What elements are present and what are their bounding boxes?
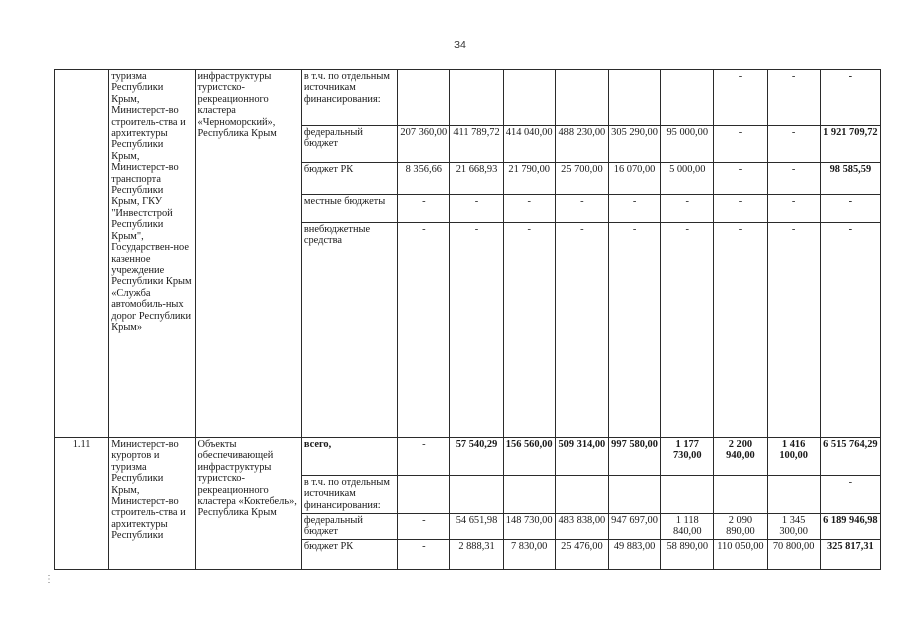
year-value-cell: 156 560,00 <box>503 438 555 476</box>
funding-source-cell: бюджет РК <box>301 539 397 569</box>
year-value-cell: - <box>661 223 714 438</box>
table-row <box>55 70 881 126</box>
year-value-cell: - <box>398 514 450 540</box>
funding-source-cell: всего, <box>301 438 397 476</box>
executor-cell: Министерст-во курортов и туризма Республики Крым, Министерст-во строитель-ства и архитектуры Республики <box>109 438 195 570</box>
year-value-cell: 70 800,00 <box>767 539 820 569</box>
year-value-cell: - <box>661 195 714 223</box>
year-value-cell: 49 883,00 <box>608 539 660 569</box>
year-value-cell: 1 345 300,00 <box>767 514 820 540</box>
year-value-cell: - <box>398 223 450 438</box>
year-value-cell: 110 050,00 <box>714 539 767 569</box>
year-value-cell: - <box>555 195 608 223</box>
year-value-cell: - <box>714 126 767 163</box>
year-value-cell <box>503 476 555 514</box>
year-value-cell: - <box>714 223 767 438</box>
year-value-cell <box>398 476 450 514</box>
year-value-cell: - <box>450 195 503 223</box>
year-value-cell: 1 177 730,00 <box>661 438 714 476</box>
year-value-cell: - <box>398 438 450 476</box>
executor-cell: туризма Республики Крым, Министерст-во строитель-ства и архитектуры Республики Крым, Министерст-во транспорта Республики Крым, ГКУ "Инвестстрой Республики Крым", Государствен-ное казенное учреждение Республики Крым «Служба автомобиль-ных дорог Республики Крым» <box>109 70 195 438</box>
object-cell: инфраструктуры туристско-рекреационного кластера «Черноморский», Республика Крым <box>195 70 301 438</box>
year-value-cell: 21 790,00 <box>503 163 555 195</box>
year-value-cell: - <box>767 70 820 126</box>
page-number: 34 <box>454 39 466 51</box>
table-row <box>55 438 881 476</box>
year-value-cell <box>714 476 767 514</box>
year-value-cell: - <box>767 195 820 223</box>
year-value-cell <box>450 476 503 514</box>
year-value-cell: 414 040,00 <box>503 126 555 163</box>
year-value-cell <box>398 70 450 126</box>
year-value-cell: 7 830,00 <box>503 539 555 569</box>
year-value-cell <box>503 70 555 126</box>
year-value-cell: - <box>767 126 820 163</box>
year-value-cell: 2 200 940,00 <box>714 438 767 476</box>
year-value-cell: 1 416 100,00 <box>767 438 820 476</box>
year-value-cell: 58 890,00 <box>661 539 714 569</box>
row-index-cell <box>55 70 109 438</box>
year-value-cell <box>555 476 608 514</box>
total-value-cell: 6 189 946,98 <box>820 514 880 540</box>
funding-source-cell: местные бюджеты <box>301 195 397 223</box>
total-value-cell: - <box>820 223 880 438</box>
total-value-cell: 325 817,31 <box>820 539 880 569</box>
total-value-cell: 98 585,59 <box>820 163 880 195</box>
year-value-cell: - <box>608 223 660 438</box>
year-value-cell: 54 651,98 <box>450 514 503 540</box>
year-value-cell: 509 314,00 <box>555 438 608 476</box>
year-value-cell <box>661 476 714 514</box>
year-value-cell <box>608 476 660 514</box>
year-value-cell: - <box>398 539 450 569</box>
year-value-cell: 8 356,66 <box>398 163 450 195</box>
year-value-cell: 21 668,93 <box>450 163 503 195</box>
year-value-cell: 483 838,00 <box>555 514 608 540</box>
year-value-cell <box>608 70 660 126</box>
funding-source-cell: федеральный бюджет <box>301 514 397 540</box>
year-value-cell: 1 118 840,00 <box>661 514 714 540</box>
year-value-cell: 25 476,00 <box>555 539 608 569</box>
year-value-cell <box>555 70 608 126</box>
year-value-cell: - <box>503 195 555 223</box>
year-value-cell: 997 580,00 <box>608 438 660 476</box>
row-index-cell: 1.11 <box>55 438 109 570</box>
funding-source-cell: в т.ч. по отдельным источникам финансирования: <box>301 70 397 126</box>
scan-mark: ⋮ <box>44 574 54 585</box>
total-value-cell: - <box>820 70 880 126</box>
year-value-cell: 207 360,00 <box>398 126 450 163</box>
funding-source-cell: федеральный бюджет <box>301 126 397 163</box>
year-value-cell: 488 230,00 <box>555 126 608 163</box>
year-value-cell: 2 090 890,00 <box>714 514 767 540</box>
year-value-cell <box>661 70 714 126</box>
funding-source-cell: бюджет РК <box>301 163 397 195</box>
funding-source-cell: внебюджетные средства <box>301 223 397 438</box>
year-value-cell: - <box>767 223 820 438</box>
year-value-cell: - <box>608 195 660 223</box>
year-value-cell: 25 700,00 <box>555 163 608 195</box>
object-cell: Объекты обеспечивающей инфраструктуры туристско-рекреационного кластера «Коктебель», Республика Крым <box>195 438 301 570</box>
year-value-cell: 305 290,00 <box>608 126 660 163</box>
total-value-cell: 1 921 709,72 <box>820 126 880 163</box>
year-value-cell: - <box>714 163 767 195</box>
year-value-cell: - <box>450 223 503 438</box>
year-value-cell: 2 888,31 <box>450 539 503 569</box>
year-value-cell: - <box>398 195 450 223</box>
year-value-cell <box>767 476 820 514</box>
year-value-cell: - <box>714 70 767 126</box>
year-value-cell: - <box>555 223 608 438</box>
year-value-cell: 411 789,72 <box>450 126 503 163</box>
year-value-cell: 16 070,00 <box>608 163 660 195</box>
funding-source-cell: в т.ч. по отдельным источникам финансирования: <box>301 476 397 514</box>
year-value-cell: 947 697,00 <box>608 514 660 540</box>
year-value-cell: - <box>767 163 820 195</box>
year-value-cell: - <box>503 223 555 438</box>
total-value-cell: - <box>820 195 880 223</box>
year-value-cell: 148 730,00 <box>503 514 555 540</box>
year-value-cell <box>450 70 503 126</box>
total-value-cell: 6 515 764,29 <box>820 438 880 476</box>
year-value-cell: - <box>714 195 767 223</box>
budget-table <box>54 69 881 570</box>
year-value-cell: 5 000,00 <box>661 163 714 195</box>
year-value-cell: 57 540,29 <box>450 438 503 476</box>
year-value-cell: 95 000,00 <box>661 126 714 163</box>
total-value-cell: - <box>820 476 880 514</box>
